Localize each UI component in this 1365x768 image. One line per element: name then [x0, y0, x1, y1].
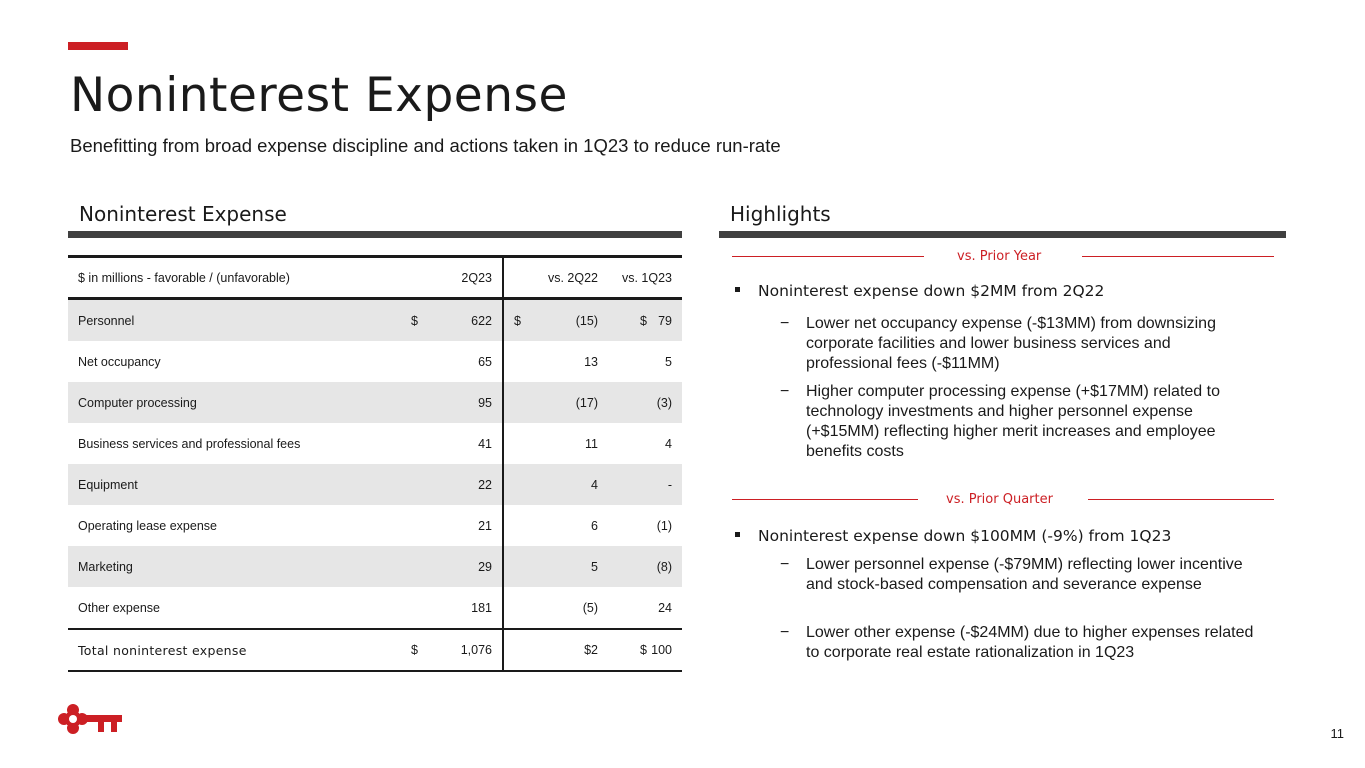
bullet-text: Noninterest expense down $100MM (-9%) from 1Q23: [758, 527, 1172, 545]
row-label: Personnel: [68, 299, 388, 342]
column-header: vs. 2Q22: [503, 257, 608, 299]
bullet-text: Noninterest expense down $2MM from 2Q22: [758, 282, 1105, 300]
dash-icon: −: [780, 556, 790, 573]
table-row: [68, 299, 682, 342]
sub-bullet-text: Lower net occupancy expense (-$13MM) from downsizing corporate facilities and lower business services and professional fees (-$11MM): [806, 315, 1216, 372]
dash-icon: −: [780, 383, 790, 400]
column-header: $ in millions - favorable / (unfavorable): [68, 257, 388, 299]
row-label: Marketing: [68, 546, 388, 587]
cell-2q23: 41: [428, 423, 503, 464]
cell-2q23: 29: [428, 546, 503, 587]
cell-vs-1q23: 24: [658, 600, 672, 615]
currency-symbol: $: [640, 313, 647, 328]
row-label: Operating lease expense: [78, 518, 217, 533]
cell-2q23: 1,076: [428, 629, 503, 671]
row-label: Net occupancy: [78, 354, 161, 369]
sub-bullet: [780, 555, 1260, 595]
cell-2q23: 22: [428, 464, 503, 505]
highlights-section-rule: [719, 231, 1286, 238]
table-total-row: [68, 629, 682, 671]
row-label: Equipment: [68, 464, 388, 505]
cell-2q23: 65: [428, 341, 503, 382]
table-row: [68, 382, 682, 423]
currency-symbol: $: [388, 629, 428, 671]
prior-quarter-label: vs. Prior Quarter: [946, 492, 1053, 507]
cell-vs-1q23: (1): [656, 518, 672, 533]
cell-vs-2q22: (17): [503, 382, 608, 423]
page-subtitle: Benefitting from broad expense discipline and actions taken in 1Q23 to reduce run-rate: [70, 135, 781, 156]
cell-vs-1q23: 100: [651, 643, 672, 657]
column-header: 2Q23: [388, 257, 503, 299]
table-row: [68, 423, 682, 464]
sub-bullet: [780, 623, 1260, 663]
prior-year-divider-left: [732, 256, 924, 257]
cell-2q23: 181: [428, 587, 503, 629]
currency-symbol: $: [640, 643, 647, 657]
cell-vs-2q22: (5): [582, 600, 598, 615]
cell-vs-1q23: -: [608, 464, 682, 505]
sub-bullet-text: Lower other expense (-$24MM) due to higher expenses related to corporate real estate rationalization in 1Q23: [806, 624, 1254, 661]
prior-quarter-divider-right: [1088, 499, 1274, 500]
row-label: Business services and professional fees: [78, 436, 301, 451]
dash-icon: −: [780, 624, 790, 641]
sub-bullet-text: Lower personnel expense (-$79MM) reflecting lower incentive and stock-based compensation and severance expense: [806, 556, 1243, 593]
row-label: Total noninterest expense: [68, 629, 388, 671]
sub-bullet: [780, 314, 1260, 374]
row-label: Other expense: [78, 600, 160, 615]
cell-vs-2q22: 6: [591, 518, 598, 533]
sub-bullet: [780, 382, 1260, 462]
cell-vs-2q22: (15): [575, 313, 598, 328]
row-label: Computer processing: [68, 382, 388, 423]
highlights-heading: Highlights: [730, 202, 831, 226]
table-section-heading: Noninterest Expense: [79, 202, 287, 226]
prior-year-label: vs. Prior Year: [957, 249, 1042, 264]
table-row: [68, 464, 682, 505]
prior-quarter-bullet: [735, 527, 1171, 545]
cell-2q23: 21: [428, 505, 503, 546]
expense-table: [68, 255, 682, 672]
cell-vs-1q23: 79: [658, 313, 672, 328]
cell-vs-2q22: 13: [584, 354, 598, 369]
title-accent-bar: [68, 42, 128, 50]
table-row: [68, 505, 682, 546]
table-section-rule: [68, 231, 682, 238]
currency-symbol: $: [388, 299, 428, 342]
currency-symbol: $: [514, 313, 521, 328]
cell-vs-2q22: 11: [585, 436, 598, 451]
page-title: Noninterest Expense: [70, 68, 568, 123]
prior-year-divider-right: [1082, 256, 1274, 257]
sub-bullet-text: Higher computer processing expense (+$17MM) related to technology investments and higher personnel expense (+$15MM) reflecting higher merit increases and employee benefits costs: [806, 383, 1220, 460]
table-row: [68, 341, 682, 382]
table-row: [68, 587, 682, 629]
bullet-square-icon: [735, 532, 740, 537]
bullet-square-icon: [735, 287, 740, 292]
prior-year-bullet: [735, 282, 1104, 300]
table-row: [68, 546, 682, 587]
cell-vs-2q22: 5: [503, 546, 608, 587]
cell-vs-1q23: 5: [665, 354, 672, 369]
cell-vs-2q22: $2: [503, 629, 608, 671]
cell-vs-2q22: 4: [503, 464, 608, 505]
key-logo-icon: [58, 704, 124, 734]
prior-quarter-divider-left: [732, 499, 918, 500]
cell-2q23: 95: [428, 382, 503, 423]
page-number: 11: [1330, 726, 1344, 741]
cell-vs-1q23: (3): [608, 382, 682, 423]
cell-vs-1q23: (8): [608, 546, 682, 587]
cell-2q23: 622: [428, 299, 503, 342]
cell-vs-1q23: 4: [665, 436, 672, 451]
table-header-row: [68, 257, 682, 299]
dash-icon: −: [780, 315, 790, 332]
column-header: vs. 1Q23: [608, 257, 682, 299]
